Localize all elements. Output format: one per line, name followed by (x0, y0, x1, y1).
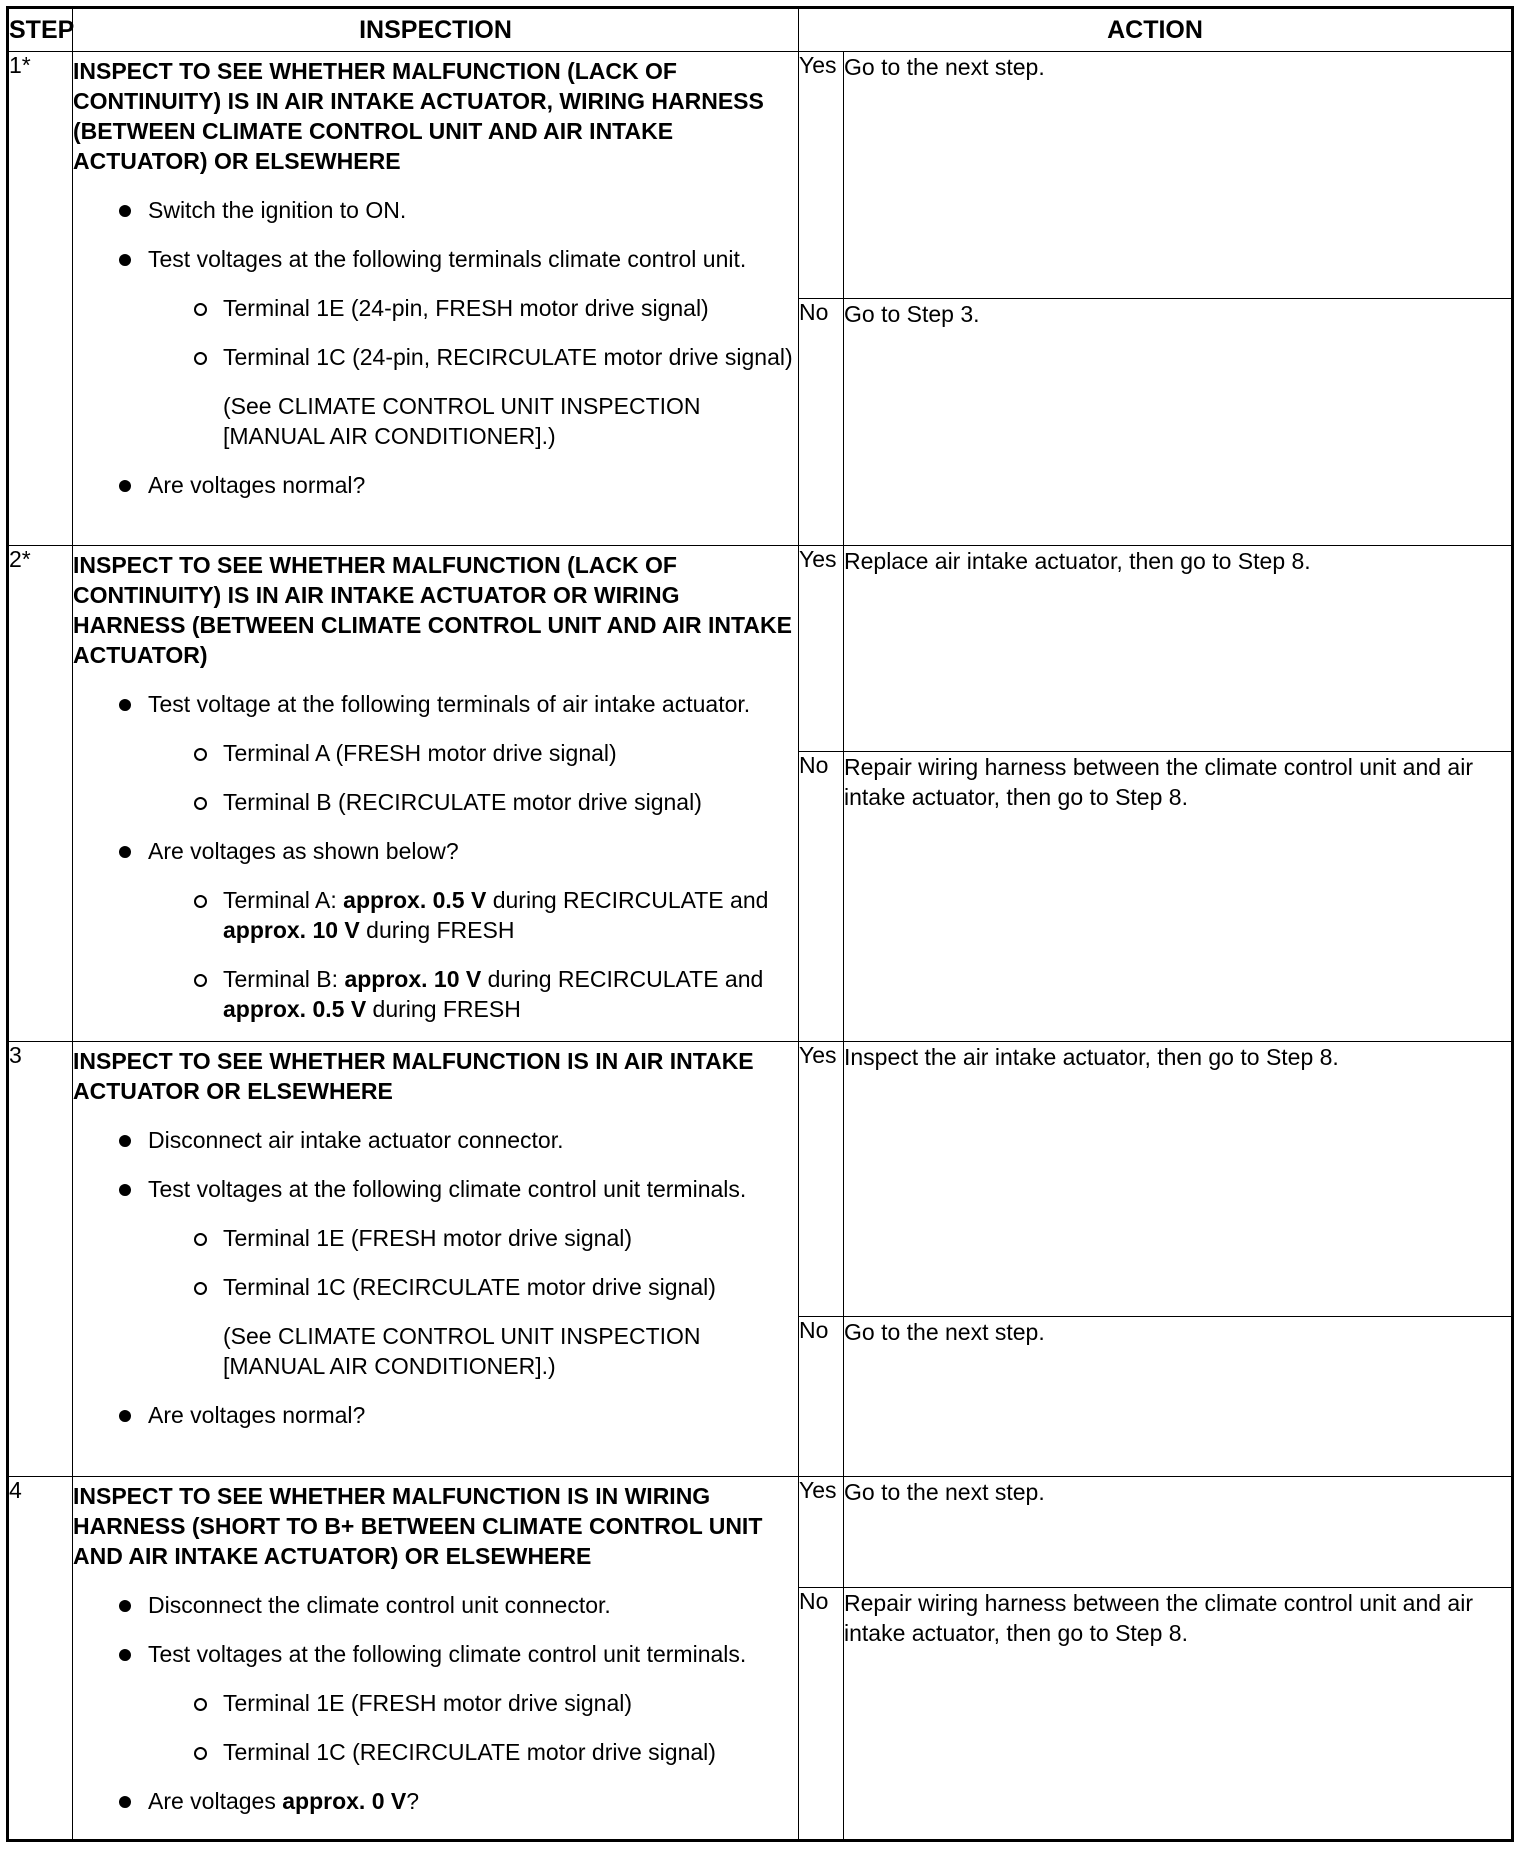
troubleshooting-table (6, 6, 1514, 1842)
no-action: Repair wiring harness between the climate control unit and air intake actuator, then go to Step 8. (844, 752, 1513, 1042)
step-number: 3 (8, 1042, 73, 1477)
no-label: No (799, 1317, 844, 1477)
yes-label: Yes (799, 1477, 844, 1588)
no-label: No (799, 299, 844, 546)
step-3-yes-row (8, 1042, 1513, 1317)
bullet-item: Test voltages at the following climate control unit terminals. (73, 1174, 798, 1204)
step-header: STEP (8, 8, 73, 52)
no-label: No (799, 752, 844, 1042)
step-title: INSPECT TO SEE WHETHER MALFUNCTION IS IN WIRING HARNESS (SHORT TO B+ BETWEEN CLIMATE CONTROL UNIT AND AIR INTAKE ACTUATOR) OR ELSEWHERE (73, 1483, 763, 1569)
sub-bullet-item: Terminal 1E (FRESH motor drive signal) (73, 1223, 798, 1253)
yes-action: Go to the next step. (844, 1477, 1513, 1588)
bullet-item: Switch the ignition to ON. (73, 195, 798, 225)
step-1-yes-row (8, 52, 1513, 299)
step-3-inspection (73, 1042, 799, 1477)
step-title: INSPECT TO SEE WHETHER MALFUNCTION (LACK OF CONTINUITY) IS IN AIR INTAKE ACTUATOR OR WIRING HARNESS (BETWEEN CLIMATE CONTROL UNIT AND AIR INTAKE ACTUATOR) (73, 552, 792, 668)
step-4-inspection (73, 1477, 799, 1841)
step-title: INSPECT TO SEE WHETHER MALFUNCTION IS IN AIR INTAKE ACTUATOR OR ELSEWHERE (73, 1048, 754, 1104)
voltage-value: approx. 0 V (282, 1788, 407, 1814)
bullet-item: Test voltages at the following terminals climate control unit. (73, 244, 798, 274)
sub-bullet-item: Terminal 1E (FRESH motor drive signal) (73, 1688, 798, 1718)
voltage-spec: Terminal B: approx. 10 V during RECIRCULATE and approx. 0.5 V during FRESH (73, 964, 798, 1024)
step-number: 1* (8, 52, 73, 546)
sub-bullet-item: Terminal 1E (24-pin, FRESH motor drive signal) (73, 293, 798, 323)
yes-label: Yes (799, 52, 844, 299)
voltage-value: approx. 10 V (223, 917, 360, 943)
no-label: No (799, 1588, 844, 1841)
yes-action: Replace air intake actuator, then go to Step 8. (844, 546, 1513, 752)
yes-label: Yes (799, 1042, 844, 1317)
bullet-item: Test voltages at the following climate control unit terminals. (73, 1639, 798, 1669)
step-number: 2* (8, 546, 73, 1042)
bullet-item: Are voltages normal? (73, 1400, 798, 1430)
no-action: Repair wiring harness between the climate control unit and air intake actuator, then go to Step 8. (844, 1588, 1513, 1841)
yes-label: Yes (799, 546, 844, 752)
bullet-item: Disconnect the climate control unit connector. (73, 1590, 798, 1620)
bullet-item: Test voltage at the following terminals of air intake actuator. (73, 689, 798, 719)
bullet-item: Disconnect air intake actuator connector. (73, 1125, 798, 1155)
reference-note: (See CLIMATE CONTROL UNIT INSPECTION [MANUAL AIR CONDITIONER].) (223, 1323, 701, 1379)
sub-bullet-item: Terminal A (FRESH motor drive signal) (73, 738, 798, 768)
no-action: Go to the next step. (844, 1317, 1513, 1477)
bullet-item: Are voltages approx. 0 V? (73, 1786, 798, 1816)
step-4-yes-row (8, 1477, 1513, 1588)
reference-note: (See CLIMATE CONTROL UNIT INSPECTION [MANUAL AIR CONDITIONER].) (223, 393, 701, 449)
step-1-inspection (73, 52, 799, 546)
bullet-item: Are voltages as shown below? (73, 836, 798, 866)
step-number: 4 (8, 1477, 73, 1841)
step-title: INSPECT TO SEE WHETHER MALFUNCTION (LACK OF CONTINUITY) IS IN AIR INTAKE ACTUATOR, WIRING HARNESS (BETWEEN CLIMATE CONTROL UNIT AND AIR INTAKE ACTUATOR) OR ELSEWHERE (73, 58, 764, 174)
sub-bullet-item: Terminal 1C (RECIRCULATE motor drive signal) (73, 1272, 798, 1302)
action-header: ACTION (799, 8, 1513, 52)
inspection-header: INSPECTION (73, 8, 799, 52)
document-page (6, 6, 1511, 1842)
voltage-value: approx. 10 V (344, 966, 482, 992)
no-action: Go to Step 3. (844, 299, 1513, 546)
voltage-value: approx. 0.5 V (223, 996, 367, 1022)
sub-bullet-item: Terminal 1C (24-pin, RECIRCULATE motor drive signal) (73, 342, 798, 372)
bullet-item: Are voltages normal? (73, 470, 798, 500)
header-row (8, 8, 1513, 52)
yes-action: Go to the next step. (844, 52, 1513, 299)
sub-bullet-item: Terminal B (RECIRCULATE motor drive signal) (73, 787, 798, 817)
step-2-inspection (73, 546, 799, 1042)
voltage-spec: Terminal A: approx. 0.5 V during RECIRCULATE and approx. 10 V during FRESH (73, 885, 798, 945)
sub-bullet-item: Terminal 1C (RECIRCULATE motor drive signal) (73, 1737, 798, 1767)
voltage-value: approx. 0.5 V (343, 887, 487, 913)
step-2-yes-row (8, 546, 1513, 752)
yes-action: Inspect the air intake actuator, then go to Step 8. (844, 1042, 1513, 1317)
